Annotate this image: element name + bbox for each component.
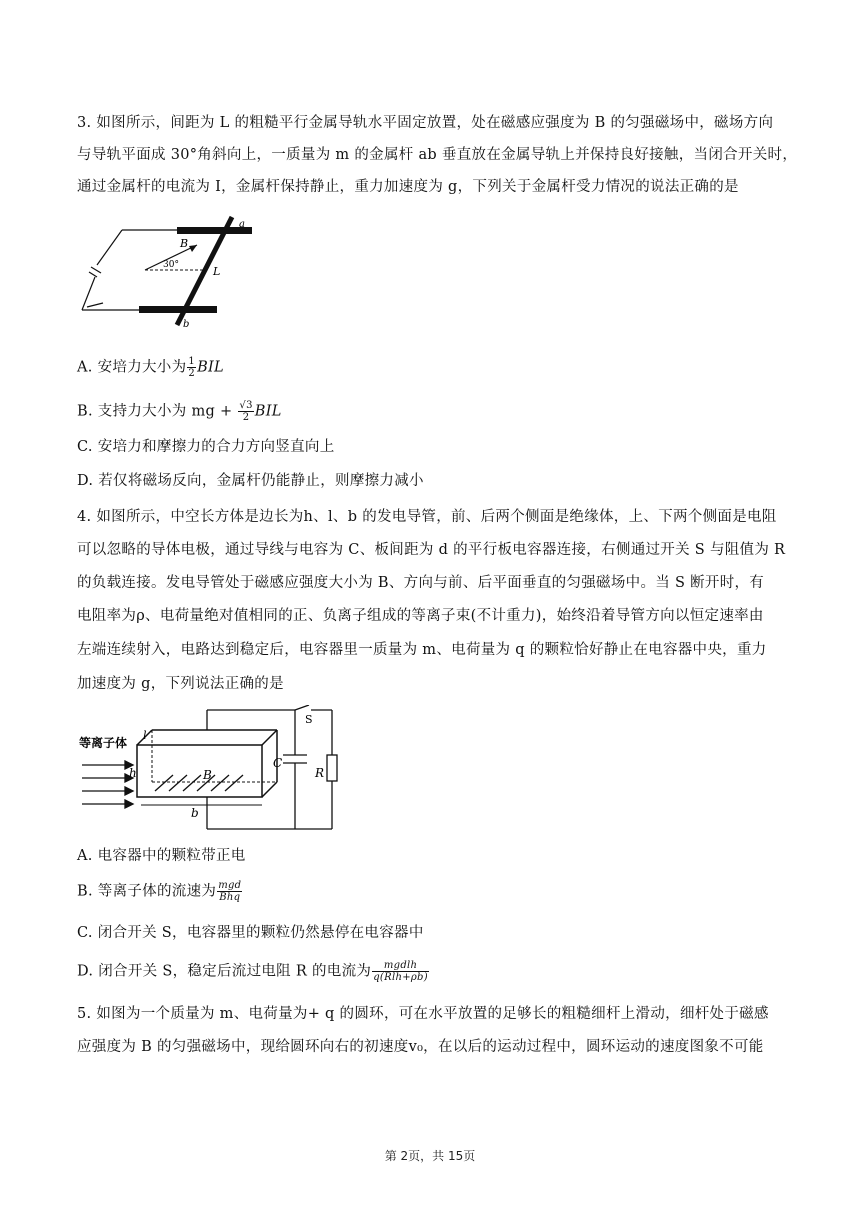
option-b-fraction [217, 880, 242, 903]
fraction-numerator: mgd [218, 880, 242, 891]
q4-stem-line-3: 的负载连接。发电导管处于磁感应强度大小为 B、方向与前、后平面垂直的匀强磁场中。当 S 断开时，有 [77, 575, 765, 591]
option-d-text: D. 闭合开关 S，稳定后流过电阻 R 的电流为 [77, 963, 372, 980]
fraction-numerator: mgdlh [372, 960, 429, 972]
fraction-denominator: 2 [242, 412, 250, 423]
q3-stem-line-3: 通过金属杆的电流为 I，金属杆保持静止，重力加速度为 g，下列关于金属杆受力情况的说法正确的是 [77, 179, 739, 195]
option-b-text: B. 支持力大小为 mg + [77, 403, 238, 420]
q4-stem-line-5: 左端连续射入，电路达到稳定后，电容器里一质量为 m、电荷量为 q 的颗粒恰好静止在电容器中央，重力 [77, 642, 767, 658]
q4-option-c: C. 闭合开关 S，电容器里的颗粒仍然悬停在电容器中 [77, 925, 424, 941]
q4-stem-line-1: 4. 如图所示，中空长方体是边长为h、l、b 的发电导管，前、后两个侧面是绝缘体，上、下两个侧面是电阻 [77, 509, 777, 525]
label-R: R [315, 766, 325, 780]
label-b: b [191, 806, 199, 820]
q4-option-d [77, 960, 430, 983]
option-a-tail: BIL [197, 359, 224, 376]
label-plasma: 等离子体 [79, 736, 128, 750]
fraction-numerator: √3 [239, 400, 253, 411]
option-b-fraction [238, 400, 253, 423]
option-d-fraction [372, 960, 429, 983]
q4-figure-generator-diagram [77, 705, 347, 835]
q3-option-c: C. 安培力和摩擦力的合力方向竖直向上 [77, 439, 335, 455]
q4-option-a: A. 电容器中的颗粒带正电 [77, 848, 246, 864]
q3-option-a [77, 356, 224, 379]
fraction-denominator: Bhq [219, 892, 241, 903]
q3-stem-line-1: 3. 如图所示，间距为 L 的粗糙平行金属导轨水平固定放置，处在磁感应强度为 B 的匀强磁场中，磁场方向 [77, 115, 774, 131]
label-angle: 30° [163, 260, 179, 270]
label-C: C [273, 756, 283, 770]
q4-stem-line-2: 可以忽略的导体电极，通过导线与电容为 C、板间距为 d 的平行板电容器连接，右侧通过开关 S 与阻值为 R [77, 542, 786, 558]
option-b-tail: BIL [254, 403, 282, 420]
q3-stem-line-2: 与导轨平面成 30°角斜向上，一质量为 m 的金属杆 ab 垂直放在金属导轨上并保持良好接触，当闭合开关时， [77, 147, 798, 163]
label-b: b [183, 319, 190, 330]
label-l: l [143, 729, 147, 742]
label-L: L [213, 265, 221, 278]
option-b-text: B. 等离子体的流速为 [77, 883, 217, 900]
option-a-fraction [187, 356, 196, 379]
label-B: B [203, 768, 212, 782]
q3-figure-rail-diagram [77, 215, 257, 330]
label-a: a [239, 219, 245, 230]
fraction-denominator: 2 [188, 368, 196, 379]
page-footer: 第 2页，共 15页 [384, 1149, 476, 1163]
q3-option-d: D. 若仅将磁场反向，金属杆仍能静止，则摩擦力减小 [77, 473, 424, 489]
q5-stem-line-1: 5. 如图为一个质量为 m、电荷量为+ q 的圆环，可在水平放置的足够长的粗糙细杆上滑动，细杆处于磁感 [77, 1006, 769, 1022]
fraction-numerator: 1 [188, 356, 196, 367]
option-a-text: A. 安培力大小为 [77, 359, 187, 376]
q4-option-b [77, 880, 243, 903]
fraction-denominator: q(Rlh+ρb) [373, 972, 428, 983]
q3-option-b [77, 400, 282, 423]
q4-stem-line-6: 加速度为 g，下列说法正确的是 [77, 676, 284, 692]
label-B: B [180, 237, 189, 250]
q4-stem-line-4: 电阻率为ρ、电荷量绝对值相同的正、负离子组成的等离子束(不计重力)，始终沿着导管方向以恒定速率由 [77, 608, 764, 624]
label-h: h [129, 766, 137, 780]
label-S: S [305, 713, 313, 726]
q5-stem-line-2: 应强度为 B 的匀强磁场中，现给圆环向右的初速度v₀，在以后的运动过程中，圆环运动的速度图象不可能 [77, 1039, 764, 1055]
